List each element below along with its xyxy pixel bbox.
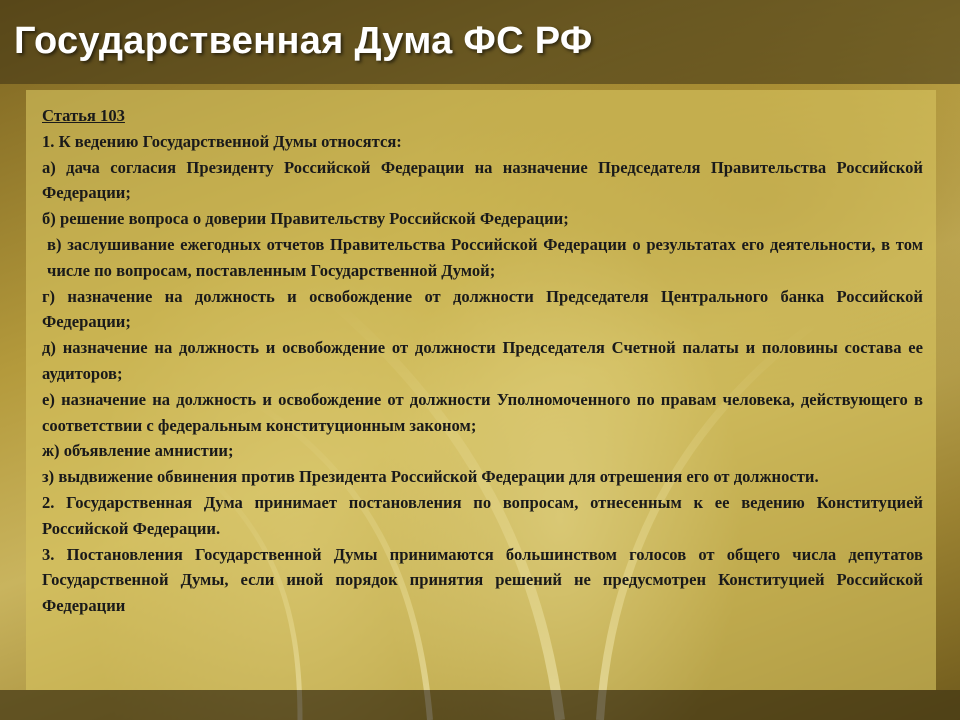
slide-title: Государственная Дума ФС РФ bbox=[14, 20, 593, 62]
item-a: а) дача согласия Президенту Российской Федерации на назначение Председателя Правительства Российской Федерации; bbox=[42, 157, 923, 203]
title-bar bbox=[0, 0, 960, 84]
item-z: з) выдвижение обвинения против Президента Российской Федерации для отрешения его от должности. bbox=[42, 467, 819, 487]
paragraph-1: 1. К ведению Государственной Думы относятся: bbox=[42, 131, 402, 151]
paragraph-2: 2. Государственная Дума принимает постановления по вопросам, отнесенным к ее ведению Конституцией Российской Федерации. bbox=[42, 492, 923, 538]
item-d: д) назначение на должность и освобождение от должности Председателя Счетной палаты и половины состава ее аудиторов; bbox=[42, 338, 923, 383]
paragraph-3: 3. Постановления Государственной Думы принимаются большинством голосов от общего числа депутатов Государственной Думы, если иной порядок принятия решений не предусмотрен Конституцией Российской Федерации bbox=[42, 544, 923, 616]
item-zh: ж) объявление амнистии; bbox=[42, 441, 234, 461]
article-text bbox=[42, 103, 923, 619]
article-heading: Статья 103 bbox=[42, 106, 125, 125]
bottom-strip bbox=[0, 690, 960, 720]
item-e: е) назначение на должность и освобождение от должности Уполномоченного по правам человека, действующего в соответствии с федеральным конституционным законом; bbox=[42, 389, 923, 435]
item-b: б) решение вопроса о доверии Правительству Российской Федерации; bbox=[42, 209, 569, 229]
item-v: в) заслушивание ежегодных отчетов Правительства Российской Федерации о результатах его деятельности, в том числе по вопросам, поставленным Государственной Думой; bbox=[47, 234, 923, 280]
item-g: г) назначение на должность и освобождение от должности Председателя Центрального банка Российской Федерации; bbox=[42, 286, 923, 332]
